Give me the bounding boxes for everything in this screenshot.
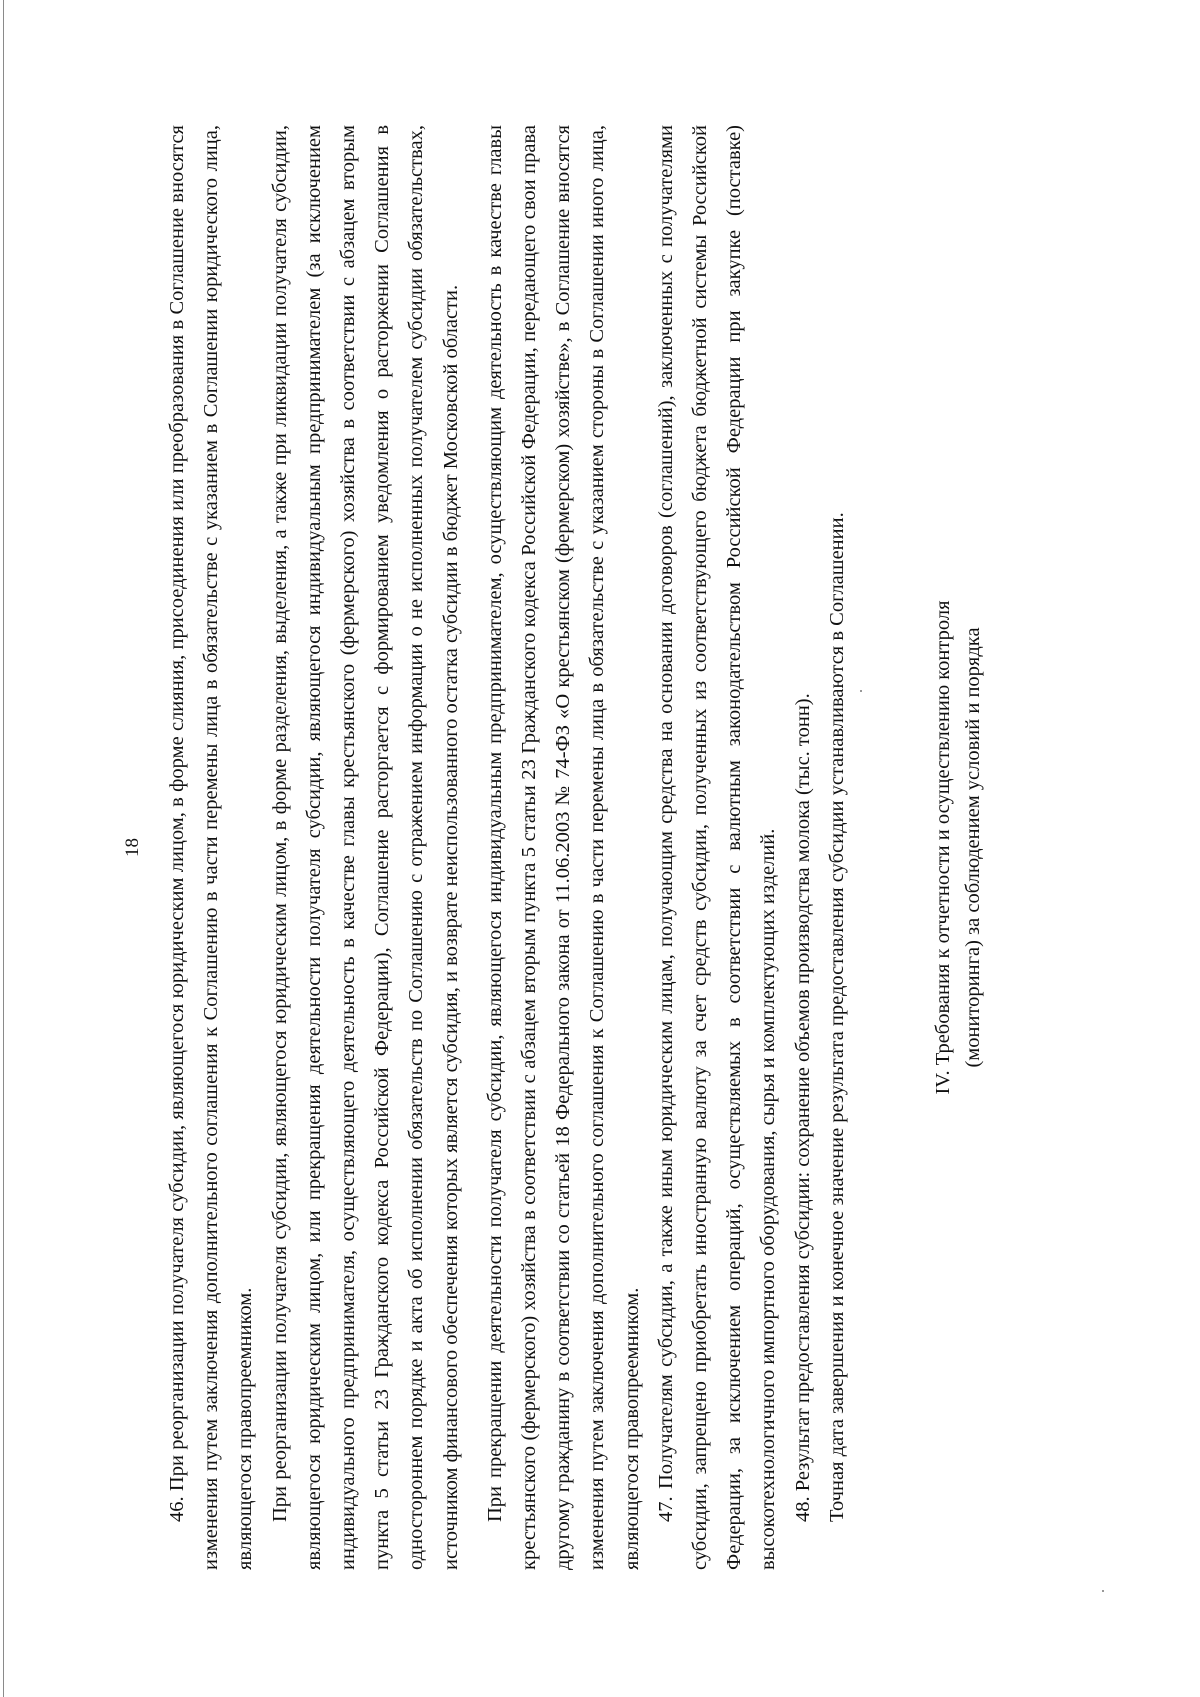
section-heading-line1: IV. Требования к отчетности и осуществлению контроля: [932, 600, 955, 1095]
paragraph-termination: При прекращении деятельности получателя субсидии, являющегося индивидуальным предпринимателем, осуществляющим деятельность в качестве главы крестьянского (фермерского) хозяйства в соответствии с абзацем вторым пункта 5 статьи 23 Гражданского кодекса Российской Федерации, передающего свои права другому гражданину в соответствии со статьей 18 Федерального закона от 11.06.2003 № 74-ФЗ «О крестьянском (фермерском) хозяйстве», в Соглашение вносятся изменения путем заключения дополнительного соглашения к Соглашению в части перемены лица в обязательстве с указанием стороны в Соглашении иного лица, являющегося правопреемником.: [483, 125, 643, 1570]
section-heading: [928, 125, 988, 1570]
paragraph-46: 46. При реорганизации получателя субсидии, являющегося юридическим лицом, в форме слияния, присоединения или преобразования в Соглашение вносятся изменения путем заключения дополнительного соглашения к Соглашению в части перемены лица в обязательстве с указанием в Соглашении юридического лица, являющегося правопреемником.: [166, 125, 257, 1570]
rotated-page-content: [122, 125, 1082, 1570]
scan-edge-line: [3, 0, 4, 1697]
paragraph-result-date: Точная дата завершения и конечное значение результата предоставления субсидии устанавливаются в Соглашении.: [825, 512, 848, 1522]
scan-speck: [1102, 1590, 1104, 1592]
paragraph-47: 47. Получателям субсидии, а также иным юридическим лицам, получающим средства на основании договоров (соглашений), заключенных с получателями субсидии, запрещено приобретать иностранную валюту за счет средств субсидии, полученных из соответствующего бюджета бюджетной системы Российской Федерации, за исключением операций, осуществляемых в соответствии с валютным законодательством Российской Федерации при закупке (поставке) высокотехнологичного импортного оборудования, сырья и комплектующих изделий.: [654, 125, 780, 1570]
section-heading-line2: (мониторинга) за соблюдением условий и порядка: [962, 627, 985, 1068]
document-body: [160, 125, 854, 1570]
page-number: 18: [122, 838, 143, 857]
paragraph-48: 48. Результат предоставления субсидии: сохранение объемов производства молока (тыс. тонн).: [791, 693, 814, 1522]
paragraph-reorganization: При реорганизации получателя субсидии, являющегося юридическим лицом, в форме разделения, выделения, а также при ликвидации получателя субсидии, являющегося юридическим лицом, или прекращения деятельности получателя субсидии, являющегося индивидуальным предпринимателем (за исключением индивидуального предпринимателя, осуществляющего деятельность в качестве главы крестьянского (фермерского) хозяйства в соответствии с абзацем вторым пункта 5 статьи 23 Гражданского кодекса Российской Федерации), Соглашение расторгается с формированием уведомления о расторжении Соглашения в одностороннем порядке и акта об исполнении обязательств по Соглашению с отражением информации о не исполненных получателем субсидии обязательствах, источником финансового обеспечения которых является субсидия, и возврате неиспользованного остатка субсидии в бюджет Московской области.: [268, 125, 462, 1570]
